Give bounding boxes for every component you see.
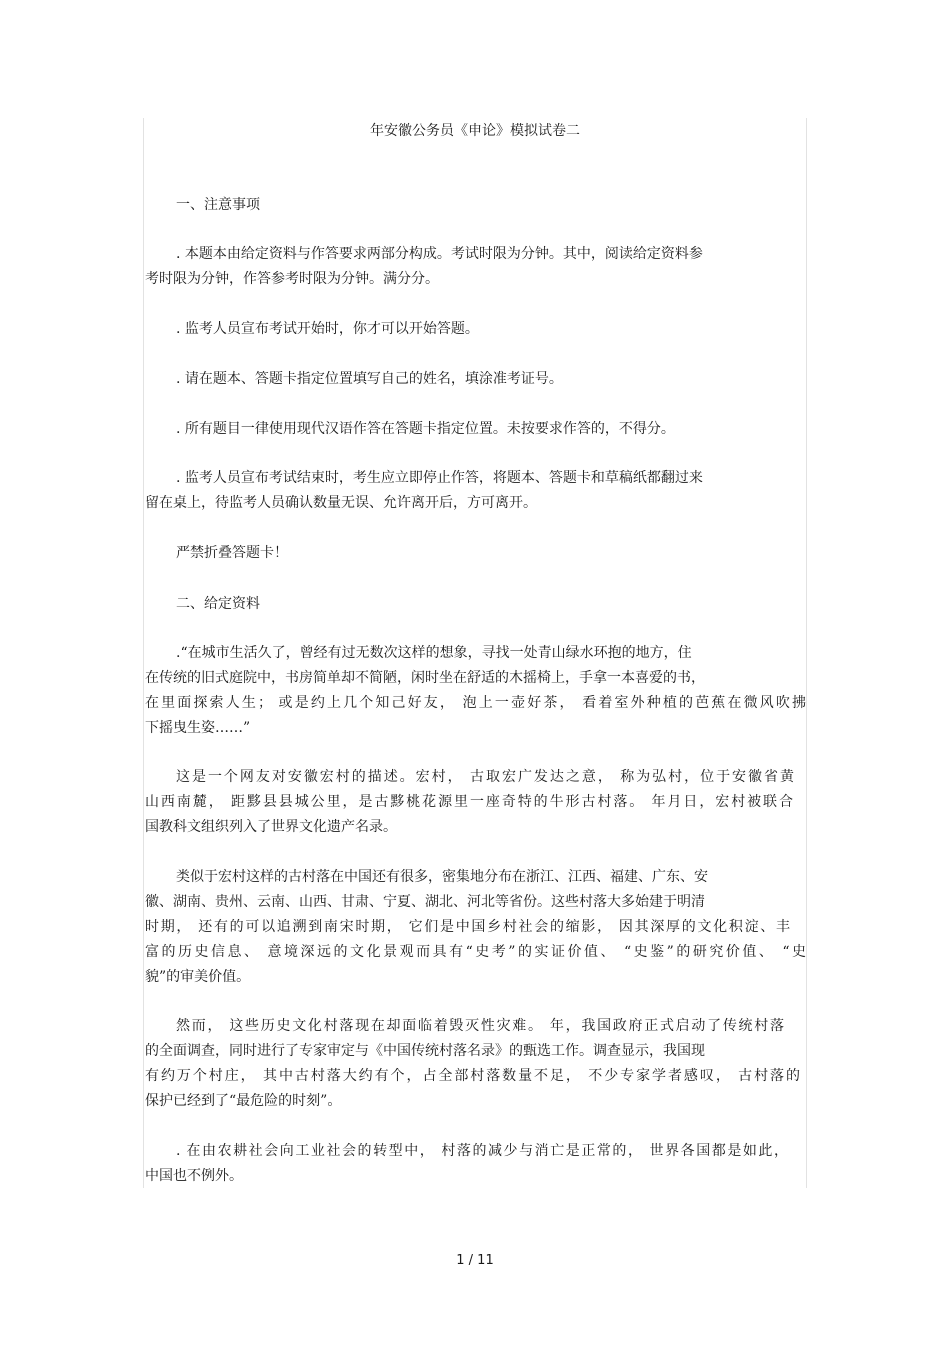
paragraph-line: .“在城市生活久了，曾经有过无数次这样的想象，寻找一处青山绿水环抱的地方，住 — [176, 645, 692, 661]
paragraph-line: 考时限为分钟，作答参考时限为分钟。满分分。 — [145, 271, 439, 287]
paragraph-line: 的全面调查，同时进行了专家审定与《中国传统村落名录》的甄选工作。调查显示，我国现 — [145, 1043, 705, 1059]
paragraph-line: 貌”的审美价值。 — [145, 969, 251, 985]
page-margin-rule-left — [143, 118, 144, 1188]
paragraph-line: . 请在题本、答题卡指定位置填写自己的姓名，填涂准考证号。 — [176, 371, 563, 387]
paragraph-line: 在里面探索人生； 或是约上几个知己好友， 泡上一壶好茶， 看着室外种植的芭蕉在微风吹拂 — [145, 695, 806, 711]
paragraph-line: . 监考人员宣布考试开始时，你才可以开始答题。 — [176, 321, 479, 337]
paragraph-line: 在传统的旧式庭院中，书房简单却不简陋，闲时坐在舒适的木摇椅上，手拿一本喜爱的书， — [145, 670, 705, 686]
document-title: 年安徽公务员《申论》模拟试卷二 — [370, 123, 580, 139]
section-heading-materials: 二、给定资料 — [176, 596, 260, 612]
paragraph-line: 然而， 这些历史文化村落现在却面临着毁灭性灾难。 年，我国政府正式启动了传统村落 — [176, 1018, 784, 1034]
paragraph-line: . 所有题目一律使用现代汉语作答在答题卡指定位置。未按要求作答的，不得分。 — [176, 421, 675, 437]
paragraph-line: . 在由农耕社会向工业社会的转型中， 村落的减少与消亡是正常的， 世界各国都是如此， — [176, 1143, 788, 1159]
paragraph-line: 类似于宏村这样的古村落在中国还有很多，密集地分布在浙江、江西、福建、广东、安 — [176, 869, 708, 885]
paragraph-line: . 本题本由给定资料与作答要求两部分构成。考试时限为分钟。其中，阅读给定资料参 — [176, 246, 703, 262]
page-margin-rule-right — [806, 118, 807, 1188]
warning-line: 严禁折叠答题卡！ — [176, 545, 288, 561]
paragraph-line: 富的历史信息、 意境深远的文化景观而具有“史考”的实证价值、 “史鉴”的研究价值、 “史 — [145, 944, 806, 960]
paragraph-line: 山西南麓， 距黟县县城公里，是古黟桃花源里一座奇特的牛形古村落。 年月日，宏村被联合 — [145, 794, 793, 810]
paragraph-line: . 监考人员宣布考试结束时，考生应立即停止作答，将题本、答题卡和草稿纸都翻过来 — [176, 470, 703, 486]
paragraph-line: 留在桌上，待监考人员确认数量无误、允许离开后，方可离开。 — [145, 495, 537, 511]
section-heading-notes: 一、注意事项 — [176, 197, 260, 213]
paragraph-line: 有约万个村庄， 其中古村落大约有个，占全部村落数量不足， 不少专家学者感叹， 古村落的 — [145, 1068, 800, 1084]
paragraph-line: 时期， 还有的可以追溯到南宋时期， 它们是中国乡村社会的缩影， 因其深厚的文化积淀、丰 — [145, 919, 790, 935]
paragraph-line: 徽、湖南、贵州、云南、山西、甘肃、宁夏、湖北、河北等省份。这些村落大多始建于明清 — [145, 894, 705, 910]
paragraph-line: 中国也不例外。 — [145, 1168, 243, 1184]
paragraph-line: 国教科文组织列入了世界文化遗产名录。 — [145, 819, 397, 835]
paragraph-line: 这是一个网友对安徽宏村的描述。宏村， 古取宏广发达之意， 称为弘村，位于安徽省黄 — [176, 769, 794, 785]
page-indicator: 1 / 11 — [456, 1253, 494, 1268]
paragraph-line: 下摇曳生姿……” — [145, 720, 251, 736]
paragraph-line: 保护已经到了“最危险的时刻”。 — [145, 1093, 342, 1109]
